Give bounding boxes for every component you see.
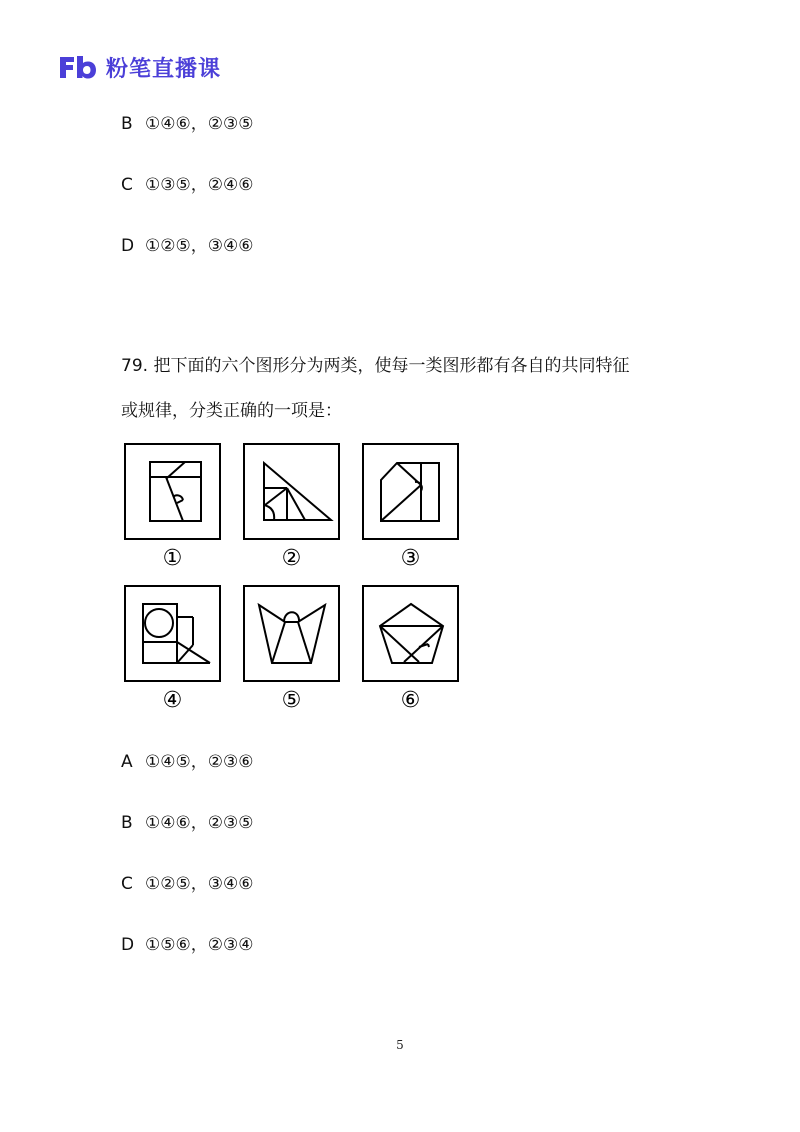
option-text: ①②⑤，③④⑥ xyxy=(145,874,254,894)
figure-5 xyxy=(243,585,340,682)
figure-label-2: ② xyxy=(281,546,302,571)
logo-text: 粉笔直播课 xyxy=(106,56,222,82)
option-letter: D xyxy=(121,236,135,256)
question-text-line-1: 79. 把下面的六个图形分为两类，使每一类图形都有各自的共同特征 xyxy=(121,356,630,376)
figure-4 xyxy=(124,585,221,682)
brand-logo xyxy=(58,52,221,82)
prev-option-d xyxy=(121,231,253,256)
figure-6 xyxy=(362,585,459,682)
option-letter: A xyxy=(121,752,133,772)
fb-logo-icon xyxy=(58,54,98,80)
figure-label-3: ③ xyxy=(400,546,421,571)
figure-label-5: ⑤ xyxy=(281,688,302,713)
option-text: ①⑤⑥，②③④ xyxy=(145,935,254,955)
page-number: 5 xyxy=(396,1038,404,1052)
option-letter: C xyxy=(121,874,133,894)
option-text: ①④⑤，②③⑥ xyxy=(145,752,254,772)
option-text: ①④⑥，②③⑤ xyxy=(145,813,254,833)
prev-option-b xyxy=(121,109,253,134)
option-text: ①④⑥，②③⑤ xyxy=(145,114,254,134)
figure-2 xyxy=(243,443,340,540)
option-d xyxy=(121,930,253,955)
figure-label-6: ⑥ xyxy=(400,688,421,713)
option-a xyxy=(121,747,253,772)
figure-label-1: ① xyxy=(162,546,183,571)
option-b xyxy=(121,808,253,833)
figure-3 xyxy=(362,443,459,540)
prev-option-c xyxy=(121,170,253,195)
option-letter: D xyxy=(121,935,135,955)
option-c xyxy=(121,869,253,894)
question-text-line-2: 或规律，分类正确的一项是： xyxy=(121,401,342,421)
option-letter: C xyxy=(121,175,133,195)
figure-1 xyxy=(124,443,221,540)
option-letter: B xyxy=(121,813,133,833)
figure-label-4: ④ xyxy=(162,688,183,713)
option-letter: B xyxy=(121,114,133,134)
option-text: ①③⑤，②④⑥ xyxy=(145,175,254,195)
option-text: ①②⑤，③④⑥ xyxy=(145,236,254,256)
